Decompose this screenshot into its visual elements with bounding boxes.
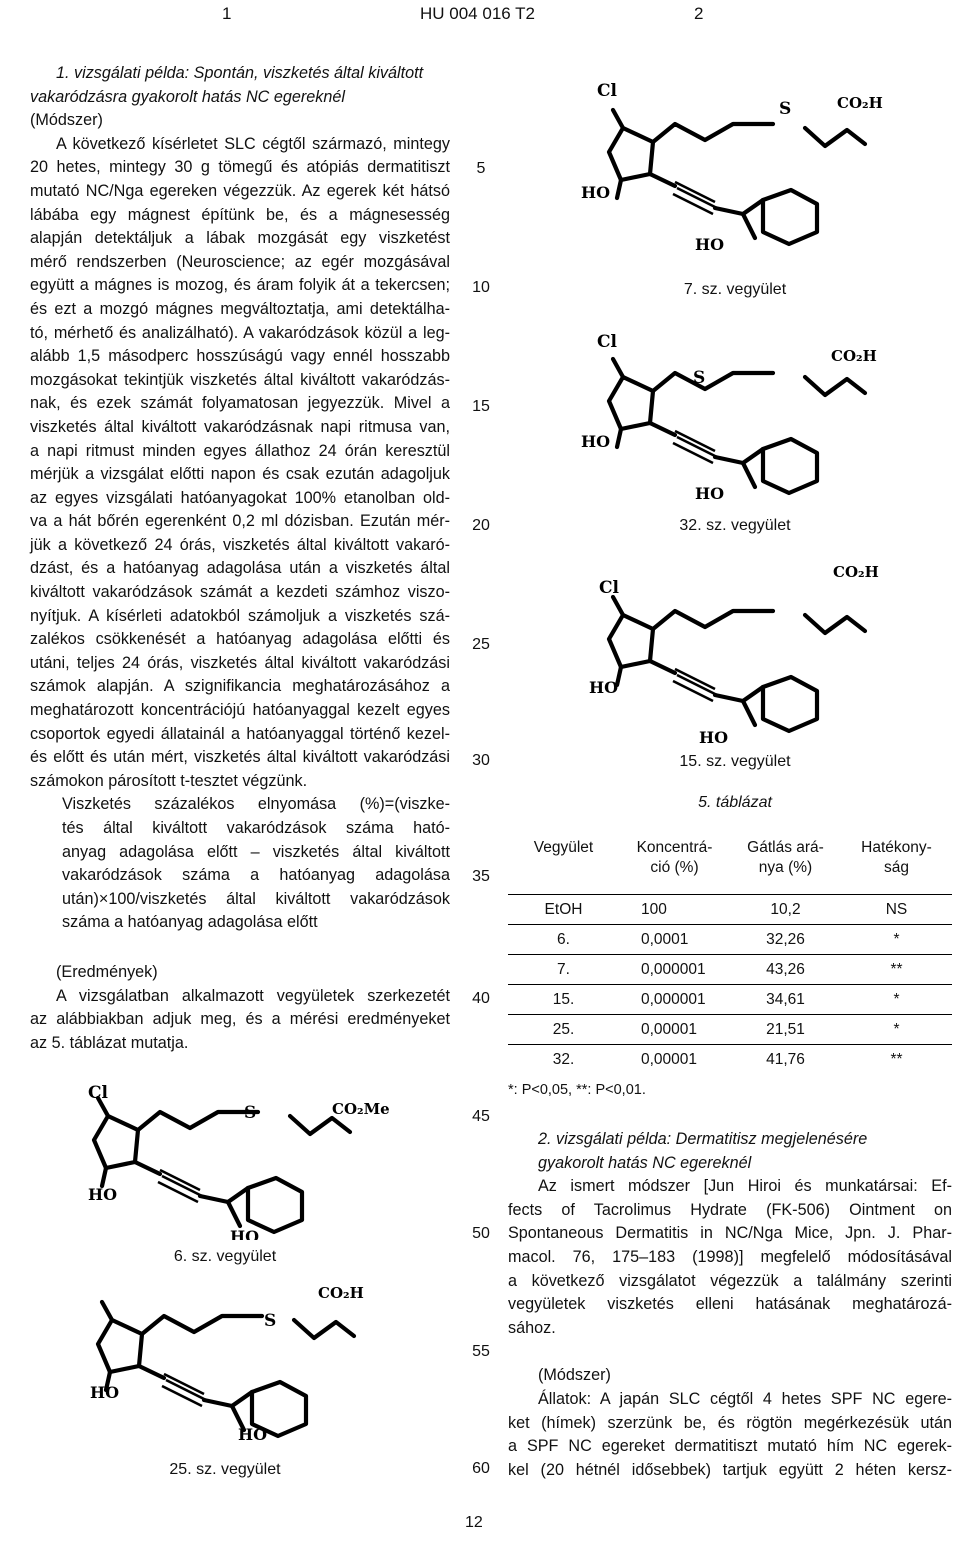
structure-compound-7 [575,70,905,255]
column-header: Koncentrá- ció (%) [619,826,730,895]
formula-line: Viszketés százalékos elnyomása (%)=(viszke- [62,795,450,814]
text-line: mozgásokat tekintjük viszketés által kiváltott vakaródzás- [30,370,450,389]
structure-drawing [575,325,905,505]
table-cell: 10,2 [770,900,801,918]
text-line: mutató NC/Nga egereken végezzük. Az egerek két hátsó [30,181,450,200]
structure-drawing [575,555,905,745]
table-5 [508,826,952,1074]
text-line: nyítjuk. A kísérleti adatokból számoljuk a viszketés szá- [30,606,450,625]
text-line: és ezt a mozgó mágnes megváltoztatja, ami detektálha- [30,299,450,318]
structure-compound-15 [575,555,905,745]
text-line: lábába egy mágnest építünk be, és a mágnesesség [30,205,450,224]
ho-label: HO [581,432,611,451]
table-cell: 0,00001 [619,1015,730,1045]
right-column [508,1128,952,1482]
table-cell: * [841,1015,952,1045]
text-line: alapján detektáljuk a lábak mozgását egy viszketést [30,229,450,248]
table-cell: 0,0001 [619,925,730,955]
text-line: a következő vizsgálatot végezzük a találmány szerinti [508,1271,952,1290]
cl-label: Cl [597,81,617,101]
table-cell: 32. [508,1045,619,1075]
text-line: utáni, teljes 24 órás, viszketés által kiváltott vakaródzási [30,653,450,672]
acid-label: CO₂H [318,1284,364,1302]
structure-drawing [575,70,905,255]
table-title: 5. táblázat [698,794,772,811]
structure-compound-25 [60,1268,390,1443]
table-row [508,1045,952,1075]
table-footnote: *: P<0,05, **: P<0,01. [508,1082,646,1098]
table-row [508,895,952,925]
table-cell: 0,000001 [619,985,730,1015]
patent-number: HU 004 016 T2 [420,4,535,23]
table-row [508,1015,952,1045]
structure-drawing [60,1268,390,1443]
ho-label: HO [699,728,729,745]
ho-label: HO [589,678,619,697]
table-cell: * [841,985,952,1015]
method-paragraph [30,133,450,794]
formula-block [30,793,450,935]
formula-line: száma a hatóanyag adagolása előtt [62,913,318,932]
sulfur-label: S [264,1311,277,1331]
acid-label: CO₂H [837,94,883,112]
structure-compound-6 [60,1080,390,1240]
text-line: az alábbiakban adjuk meg, és a mérési eredményeket [30,1010,450,1029]
text-line: Állatok: A japán SLC cégtől 4 hetes SPF NC egere- [538,1389,952,1408]
ho-label: HO [90,1383,120,1402]
table-row [508,925,952,955]
text-line: számok alapján. A szignifikancia meghatározásához a [30,677,450,696]
table-cell: 41,76 [730,1045,841,1075]
acid-label: CO₂H [833,563,879,581]
page-number-footer: 12 [465,1514,483,1531]
example2-title-line: 2. vizsgálati példa: Dermatitisz megjelenésére [538,1130,868,1148]
ho-label: HO [581,183,611,202]
text-line: kel (20 hétnél idősebbek) tartjuk együtt 2 héten kersz- [508,1460,952,1479]
table-cell: 6. [508,925,619,955]
ho-label: HO [695,235,725,254]
formula-line: tés által kiváltott vakaródzások száma ható- [62,819,450,837]
text-line: macol. 76, 175–183 (1998)] megfelelő módosításával [508,1247,952,1266]
column-header: Vegyület [508,826,619,895]
text-line: a napi ritmust minden egyes állathoz 24 órán keresztül [30,441,450,460]
left-column [30,62,450,1055]
page-number-right: 2 [694,4,704,23]
ester-label: CO₂Me [332,1100,390,1118]
text-line: az egyes vizsgálati hatóanyagokat 100% etanolban old- [30,488,450,507]
text-line: csoportok egyedi állatainál a hatóanyaggal történő kezel- [30,724,450,743]
text-line: jük a következő 24 órás, viszketés által kiváltott vakaró- [30,535,450,554]
line-number: 55 [472,1343,490,1360]
text-line: viszketés által kiváltott vakaródzásnak napi ritmusa van, [30,417,450,436]
table-cell: 34,61 [730,985,841,1015]
formula-line: anyag adagolása előtt – viszketés által kiváltott [62,842,450,861]
line-number: 10 [472,279,490,296]
line-number: 45 [472,1108,490,1125]
line-number: 20 [472,517,490,534]
line-number: 25 [472,636,490,653]
method-heading: (Módszer) [538,1366,611,1385]
formula-line: után)×100/viszketés által kiváltott vakaródzások [62,889,450,908]
table-cell: NS [885,900,908,918]
table-cell: 7. [508,955,619,985]
text-line: sához. [508,1318,556,1337]
text-line: A következő kísérletet SLC cégtől származó, mintegy [56,134,450,153]
text-line: vegyületek viszketés elleni hatásának meghatározá- [508,1295,952,1314]
compound-32-caption: 32. sz. vegyület [679,517,791,534]
example1-title-line: 1. vizsgálati példa: Spontán, viszketés által kiváltott [56,64,424,82]
structure-drawing [60,1080,390,1240]
sulfur-label: S [244,1103,257,1123]
ho-label: HO [230,1227,260,1240]
text-line: tó, mérhető és analizálható). A vakaródzások közül a leg- [30,323,450,342]
table-cell: 32,26 [730,925,841,955]
table-cell: 25. [508,1015,619,1045]
text-line: kiváltott vakaródzások számát a kezdeti számhoz viszo- [30,583,450,602]
cl-label: Cl [88,1083,108,1103]
compound-25-caption: 25. sz. vegyület [169,1461,281,1478]
structure-compound-32 [575,325,905,505]
sulfur-label: S [779,99,792,119]
text-line: Spontaneous Dermatitis in NC/Nga Mice, Jpn. J. Phar- [508,1224,952,1243]
ho-label: HO [695,484,725,503]
cl-label: Cl [599,578,619,598]
text-line: mérő rendszerben (Neuroscience; az egér mozgásával [30,252,450,271]
text-line: va a hát bőrén egerenként 0,2 ml dózisban. Ezután mér- [30,512,450,531]
text-line: az 5. táblázat mutatja. [30,1033,189,1052]
table-header-row [508,826,952,895]
compound-7-caption: 7. sz. vegyület [683,281,787,298]
cl-label: Cl [597,332,617,352]
column-header: Gátlás ará- nya (%) [730,826,841,895]
example2-title-line: gyakorolt hatás NC egereknél [538,1153,752,1172]
table-row [508,955,952,985]
compound-15-caption: 15. sz. vegyület [679,753,791,770]
text-line: A vizsgálatban alkalmazott vegyületek szerkezetét [56,986,450,1005]
table-cell: * [841,925,952,955]
line-number: 40 [472,990,490,1007]
line-number: 15 [472,398,490,415]
line-number: 5 [476,160,486,177]
text-line: együtt a mágnes is mozog, és áram folyik át a tekercsen; [30,276,450,295]
text-line: és előtt és után mért, viszketés által kiváltott vakaródzási [30,748,450,767]
text-line: meghatározott koncentrációjú hatóanyaggal kezelt egyes [30,701,450,720]
table-cell: ** [841,955,952,985]
table-cell: 43,26 [730,955,841,985]
column-header: Hatékony- ság [841,826,952,895]
line-number: 35 [472,868,490,885]
table-cell: EtOH [544,900,583,918]
table-cell: 0,00001 [619,1045,730,1075]
text-line: zalékos csökkenését a hatóanyag adagolása előtti és [30,630,450,649]
text-line: számokon párosított t-tesztet végzünk. [30,771,308,790]
line-number: 60 [472,1460,490,1477]
text-line: ket (hímek) szerzünk be, és rögtön megérkezésük után [508,1413,952,1432]
text-line: dzást, és a hatóanyag adagolása után a viszketés által [30,559,450,578]
table-cell: 0,000001 [619,955,730,985]
text-line: nak, és ezek számát folyamatosan jegyezzük. Mivel a [30,394,450,413]
text-line: alább 1,5 másodperc hosszúságú vagy ennél hosszabb [30,347,450,366]
method-heading: (Módszer) [30,111,103,130]
table-cell: ** [841,1045,952,1075]
ho-label: HO [88,1185,118,1204]
sulfur-label: S [693,368,706,388]
compound-6-caption: 6. sz. vegyület [173,1248,277,1265]
results-heading: (Eredmények) [56,962,158,981]
example1-title-line: vakaródzásra gyakorolt hatás NC egereknél [30,87,345,106]
table-cell: 15. [508,985,619,1015]
table-cell: 100 [641,900,667,918]
line-number: 50 [472,1225,490,1242]
page-number-left: 1 [222,4,232,23]
formula-line: vakaródzások száma a hatóanyag adagolása [62,866,450,885]
line-number: 30 [472,752,490,769]
text-line: fects of Tacrolimus Hydrate (FK-506) Ointment on [508,1200,952,1219]
ho-label: HO [238,1425,268,1443]
table-row [508,985,952,1015]
text-line: mérjük a vizsgálat előtti napon és csak ezután adagoljuk [30,465,450,484]
acid-label: CO₂H [831,347,877,365]
table-cell: 21,51 [730,1015,841,1045]
text-line: Az ismert módszer [Jun Hiroi és munkatársai: Ef- [538,1177,952,1196]
text-line: a SPF NC egereket dermatitiszt mutató hím NC egerek- [508,1437,952,1456]
text-line: 20 hetes, mintegy 30 g tömegű és atópiás dermatitiszt [30,158,450,177]
